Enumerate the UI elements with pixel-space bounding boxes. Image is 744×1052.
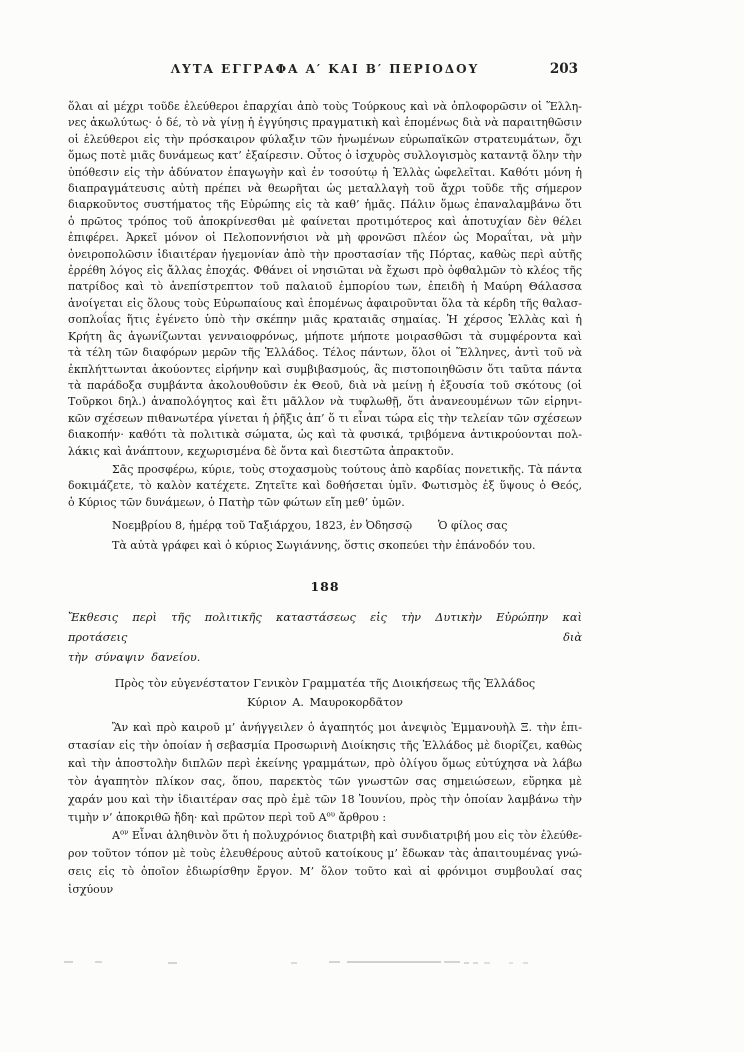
running-title: ΛΥΤΑ ΕΓΓΡΑΦΑ Α′ ΚΑΙ Β′ ΠΕΡΙΟΔΟΥ <box>170 62 480 76</box>
scan-artifact <box>509 962 513 964</box>
text-line: σεις εἰς τὸ ὁποῖον ἐδιωρίσθην ἔργον. Μ’ ὅλον τοῦτο καὶ αἱ φρόνιμοι συμβουλαί σας ἰσχύουν <box>68 865 582 897</box>
scan-artifact <box>444 961 460 963</box>
text-line: ἐπιφέρει. Ἀρκεῖ μόνον οἱ Πελοποννήσιοι νὰ μὴ φρονῶσι πλέον ὡς Μοραΐται, νὰ μὴν <box>68 231 582 245</box>
text-line: λάκις καὶ ἀνάπτουν, κεχωρισμένα δὲ ὄντα καὶ διεστῶτα ἀπρακτοῦν. <box>68 444 454 458</box>
text-line: νες ἀκωλύτως· ὁ δέ, τὸ νὰ γίνῃ ἡ ἐγγύησις πραγματικὴ καὶ ἑπομένως διὰ νὰ παραιτηθῶσιν <box>68 116 582 130</box>
text-line: τὴν σύναψιν δανείου. <box>68 651 201 665</box>
scan-artifact <box>551 850 552 856</box>
text-line: διαρκοῦντος συστήματος τῆς Εὐρώπης εἰς τὰ καθ’ ἡμᾶς. Πάλιν ὅμως ἐπαναλαμβάνω ὅτι <box>68 198 582 212</box>
text-line: ἀνοίγεται εἰς ὅλους τοὺς Εὐρωπαίους καὶ ἑπομένως ἀφαιροῦνται ὅλα τὰ κέρδη τῆς θαλασ- <box>68 296 582 310</box>
text-column <box>68 99 582 899</box>
report-paragraph-first-point <box>68 827 582 899</box>
superscript-ordinal: ον <box>119 828 129 837</box>
text-line: ἐκπλήττωνται ἀκούοντες εἰρήνην καὶ συμβιβασμούς, ἂς πιστοποιηθῶσιν ὅτι ταῦτα πάντα <box>68 362 582 376</box>
section-number: 188 <box>310 579 340 595</box>
text-line: διαπραγμάτευσις αὐτὴ πρέπει νὰ θεωρῆται ὡς μεταλλαγὴ τοῦ ἄχρι τοῦδε τῆς σήμερον <box>68 182 582 196</box>
text-line: ὅμως ποτὲ μιᾶς δυνάμεως κατ’ ἐξαίρεσιν. Οὗτος ὁ ἰσχυρὸς συλλογισμὸς καταντᾷ ὅλην τὴν <box>68 149 582 163</box>
text-line: σοπλοΐας ἥτις ἐγένετο ὑπὸ τὴν σκέπην μιᾶς κραταιᾶς σημαίας. Ἡ χέρσος Ἑλλὰς καὶ ἡ <box>68 313 582 327</box>
text-line: στασίαν εἰς τὴν ὁποίαν ἡ σεβασμία Προσωρινὴ Διοίκησις τῆς Ἑλλάδος μὲ διορίζει, καθὼς <box>68 739 582 753</box>
letter-closing-paragraph <box>68 462 582 511</box>
text-line: καὶ τὴν ἀποστολὴν διπλῶν περὶ ἐκείνης γραμμάτων, πρὸ ὀλίγου ὅμως εὐτύχησα νὰ λάβω <box>68 757 582 771</box>
text-line: πατρίδος καὶ τὸ ἀνεπίστρεπτον τοῦ παλαιοῦ ἐμπορίου των, ἐπειδὴ ἡ Μαύρη Θάλασσα <box>68 280 582 294</box>
text-line: ὑπόθεσιν εἰς τὴν ἀδύνατον ἐπαγωγὴν καὶ ἐν τοσούτῳ ἡ Ἑλλὰς ὠφελεῖται. Καθότι μόνη ἡ <box>68 165 582 179</box>
page-header <box>68 62 582 82</box>
report-paragraph-intro <box>68 719 582 827</box>
addressee-line: Πρὸς τὸν εὐγενέστατον Γενικὸν Γραμματέα τῆς Διοικήσεως τῆς Ἑλλάδος <box>114 677 536 691</box>
text-line: Σᾶς προσφέρω, κύριε, τοὺς στοχασμοὺς τούτους ἀπὸ καρδίας πονετικῆς. Τὰ πάντα <box>112 462 582 476</box>
text-line: τιμὴν ν’ ἀποκριθῶ ἤδη· καὶ πρῶτον περὶ τοῦ $A^{o\upsilon}$ ἄρθρου : <box>68 810 387 825</box>
letter-dateline <box>68 516 582 535</box>
text-line: $A^{o\nu}$ Εἶναι ἀληθινὸν ὅτι ἡ πολυχρόνιος διατριβὴ καὶ συνδιατριβή μου εἰς τὸν ἐλεύθε- <box>112 828 582 843</box>
text-line: Τοῦρκοι δηλ.) ἀναπολόγητος καὶ ἔτι μᾶλλον νὰ τυφλωθῇ, ὅτι ἀνανεουμένων τῶν εἰρηνι- <box>68 395 582 409</box>
scan-artifact <box>64 961 73 963</box>
text-line: ὁ πρῶτος τρόπος τοῦ ἀποκρίνεσθαι μὲ φαίνεται προτιμότερος καὶ ἀποτυχίαν δὲν θέλει <box>68 214 582 228</box>
text-line: ἐρρέθη λόγος εἰς ἄλλας ἐποχάς. Φθάνει οἱ νησιῶται νὰ ἔχωσι πρὸ ὀφθαλμῶν τὸ κλέος τῆς <box>68 264 582 278</box>
text-line: κῶν σχέσεων πιθανωτέρα γίνεται ἡ ῥῆξις ἀπ’ ὅ τι εἶναι τώρα εἰς τὴν τελείαν τῶν σχέσεων <box>68 411 582 425</box>
scan-artifact <box>473 962 478 964</box>
text-line: χαράν μου καὶ τὴν ἰδιαιτέραν σας πρὸ ἐμὲ τῶν 18 Ἰουνίου, πρὸς τὴν ὁποίαν λαμβάνω τὴν <box>68 793 582 807</box>
letter-signoff: Ὁ φίλος σας <box>438 519 508 533</box>
page-number: 203 <box>549 61 578 77</box>
addressee-name: Κύριον Α. Μαυροκορδᾶτον <box>247 696 403 710</box>
letter-date-place: Νοεμβρίου 8, ἡμέρᾳ τοῦ Ταξιάρχου, 1823, ἐν Ὀδησσῷ <box>112 519 413 533</box>
scan-artifact <box>484 962 490 964</box>
text-line: ρον τοῦτον τόπον μὲ τοὺς ἐλευθέρους αὐτοῦ κατοίκους μ’ ἔδωκαν τὰς ἀπαιτουμένας γνώ- <box>68 847 582 861</box>
scan-artifact <box>347 961 441 963</box>
section-title <box>68 608 582 668</box>
text-line: δοκιμάζετε, τὸ καλὸν κατέχετε. Ζητεῖτε καὶ δοθήσεται ὑμῖν. Φωτισμὸς ἐξ ὕψους ὁ Θεός, <box>68 479 582 493</box>
text-line: ὁ Κύριος τῶν δυνάμεων, ὁ Πατὴρ τῶν φώτων εἴη μεθ’ ὑμῶν. <box>68 495 405 509</box>
text-line: οἱ ἐλεύθεροι εἰς τὴν πρόσκαιρον φύλαξιν τῶν ἡνωμένων εὐρωπαϊκῶν στρατευμάτων, ὄχι <box>68 132 582 146</box>
letter-postscript: Τὰ αὐτὰ γράφει καὶ ὁ κύριος Σωγιάννης, ὅστις σκοπεύει τὴν ἐπάνοδόν του. <box>112 539 536 553</box>
text-line: Ἂν καὶ πρὸ καιροῦ μ’ ἀνήγγειλεν ὁ ἀγαπητός μοι ἀνεψιὸς Ἐμμανουὴλ Ξ. τὴν ἐπι- <box>112 721 582 735</box>
text-line: ὀνειροπολῶσιν ἰδιαιτέραν ἡγεμονίαν ἀπὸ τὴν προστασίαν τῆς Πόρτας, καθὼς περὶ αὐτῆς <box>68 247 582 261</box>
scan-artifact <box>291 962 297 964</box>
superscript-ordinal: ου <box>326 810 336 819</box>
text-line: διακοπήν· καθότι τὰ πολιτικὰ σώματα, ὡς καὶ τὰ φυσικά, τριβόμενα ἀντικρούονται πολ- <box>68 428 582 442</box>
text-line: Ἔκθεσις περὶ τῆς πολιτικῆς καταστάσεως εἰς τὴν Δυτικὴν Εὐρώπην καὶ προτάσεις διὰ <box>68 611 582 645</box>
scan-artifact <box>329 961 340 963</box>
text-line: Κρήτη ἂς ἀγωνίζωνται γενναιοφρόνως, μήποτε μήποτε μοιρασθῶσι τὰ συμφέροντα καὶ <box>68 329 582 343</box>
scan-artifact <box>168 962 177 964</box>
scan-artifact <box>95 961 102 963</box>
text-line: τὸν ἀγαπητὸν πλίκον σας, ὅπου, παρεκτὸς τῶν γνωστῶν σας σημειώσεων, εὕρηκα μὲ <box>68 775 582 789</box>
text-line: ὅλαι αἱ μέχρι τοῦδε ἐλεύθεροι ἐπαρχίαι ἀπὸ τοὺς Τούρκους καὶ νὰ ὁπλοφορῶσιν οἱ Ἕλλη- <box>68 100 582 113</box>
scan-artifact <box>523 962 528 964</box>
letter-paragraph-continuation <box>68 99 582 460</box>
text-line: τὰ παράδοξα συμβάντα ἀκολουθοῦσιν ἐκ Θεοῦ, διὰ νὰ μείνῃ ἡ ἐξουσία τοῦ σκότους (οἱ <box>68 378 582 392</box>
text-line: τὰ τέλη τῶν διαφόρων μερῶν τῆς Ἑλλάδος. Τέλος πάντων, ὅλοι οἱ Ἕλληνες, ἀντὶ τοῦ νὰ <box>68 346 582 360</box>
scan-artifact <box>464 962 469 964</box>
